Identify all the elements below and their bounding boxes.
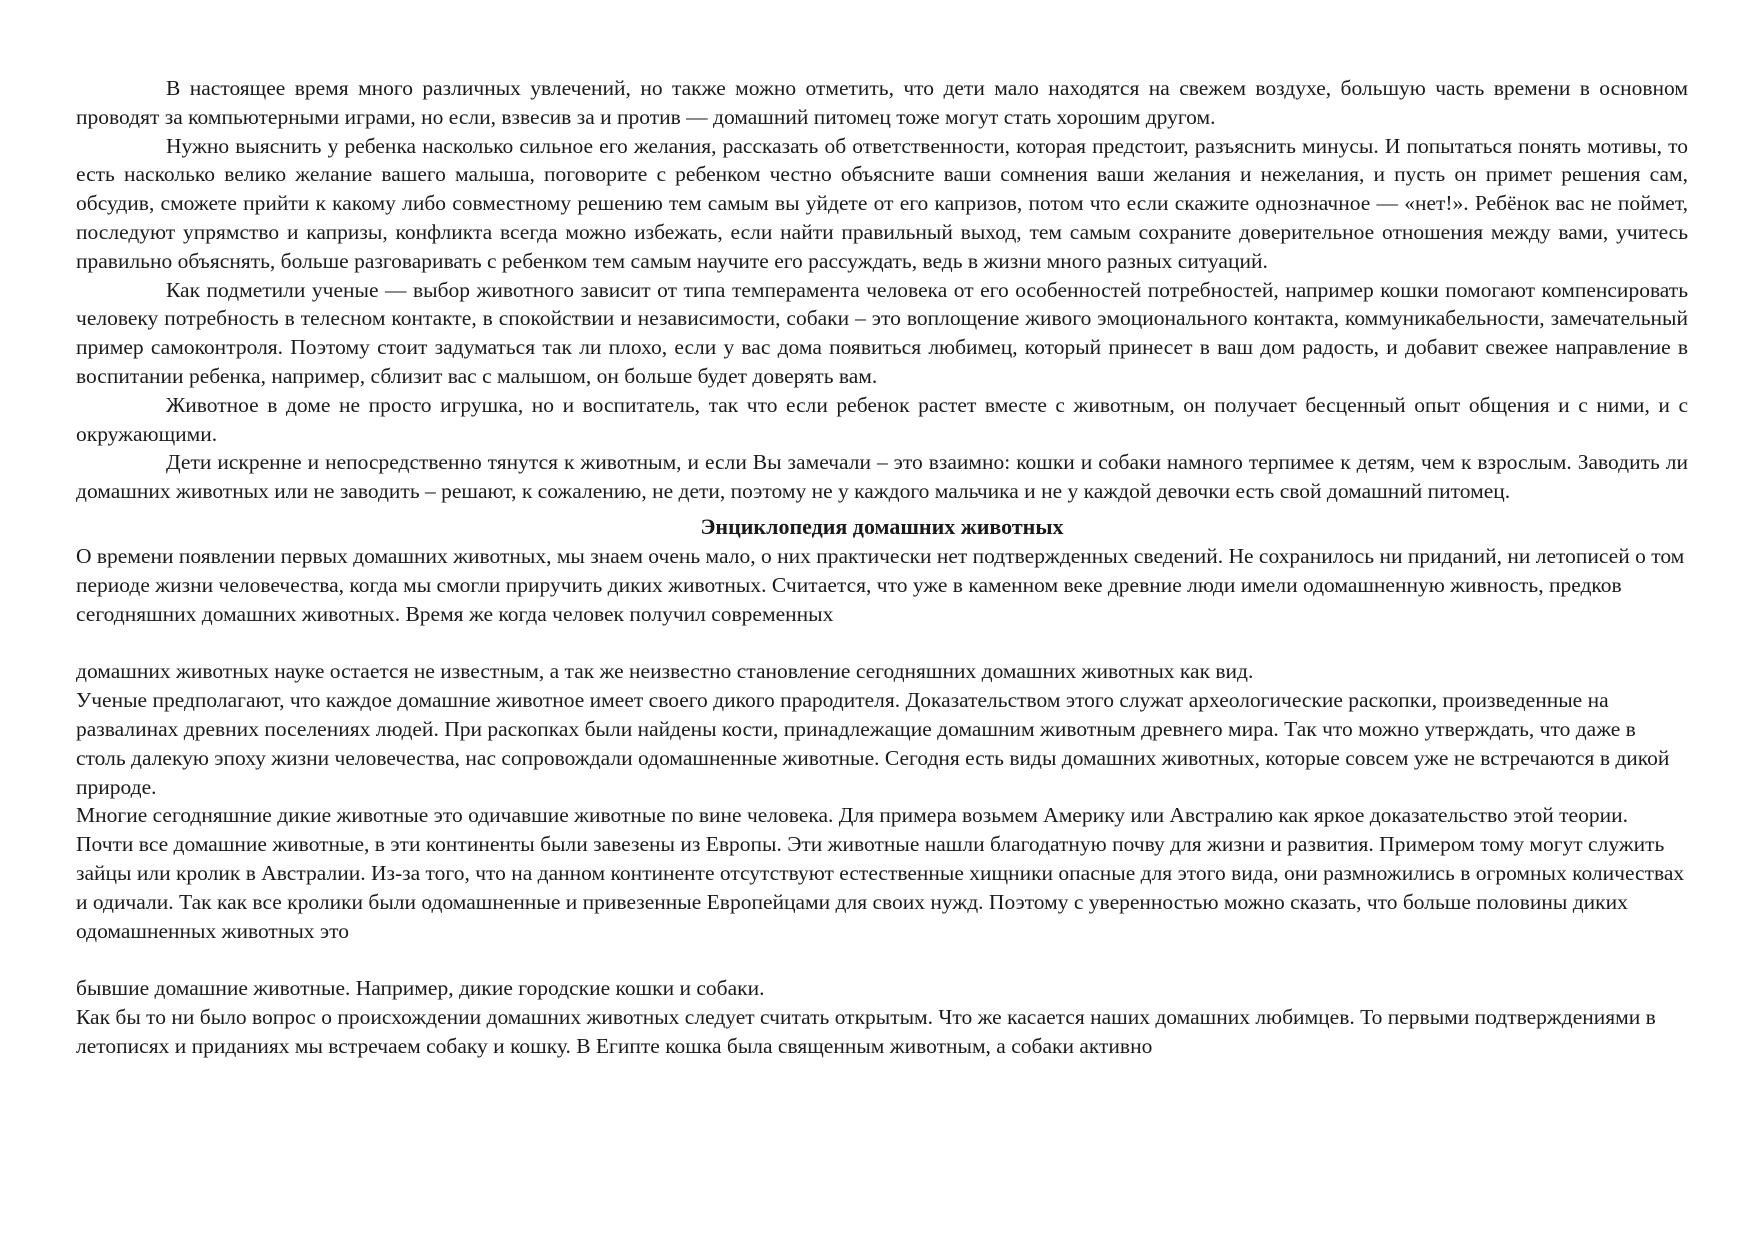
encyclopedia-paragraph-3: Ученые предполагают, что каждое домашние животное имеет своего дикого прародителя. Доказательством этого служат археологические раскопки, произведенные на развалинах древних поселениях людей. При раскопках были найдены кости, принадлежащие домашним животным древнего мира. Так что можно утверждать, что даже в столь далекую эпоху жизни человечества, нас сопровождали одомашненные животные. Сегодня есть виды домашних животных, которые совсем уже не встречаются в дикой природе. — [76, 688, 1670, 799]
intro-paragraph-1: В настоящее время много различных увлечений, но также можно отметить, что дети мало находятся на свежем воздухе, большую часть времени в основном проводят за компьютерными играми, но если, взвесив за и против — домашний питомец тоже могут стать хорошим другом. — [76, 76, 1688, 129]
encyclopedia-paragraph-6: Как бы то ни было вопрос о происхождении домашних животных следует считать открытым. Что же касается наших домашних любимцев. То первыми подтверждениями в летописях и приданиях мы встречаем собаку и кошку. В Египте кошка была священным животным, а собаки активно — [76, 1005, 1656, 1058]
paragraph-gap — [76, 945, 1688, 974]
intro-paragraph-4: Животное в доме не просто игрушка, но и воспитатель, так что если ребенок растет вместе с животным, он получает бесценный опыт общения и с ними, и с окружающими. — [76, 392, 1688, 446]
intro-paragraph-2: Нужно выяснить у ребенка насколько сильное его желания, рассказать об ответственности, которая предстоит, разъяснить минусы. И попытаться понять мотивы, то есть насколько велико желание вашего малыша, поговорите с ребенком честно объясните ваши сомнения ваши желания и нежелания, и пусть он примет решения сам, обсудив, сможете прийти к какому либо совместному решению тем самым вы уйдете от его капризов, потом что если скажите однозначное — «нет!». Ребёнок вас не поймет, последуют упрямство и капризы, конфликта всегда можно избежать, если найти правильный выход, тем самым сохраните доверительное отношения между вами, учитесь правильно объяснять, больше разговаривать с ребенком тем самым научите его рассуждать, ведь в жизни много разных ситуаций. — [76, 133, 1688, 273]
section-heading: Энциклопедия домашних животных — [700, 513, 1064, 539]
encyclopedia-paragraph-2: домашних животных науке остается не известным, а так же неизвестно становление сегодняшних домашних животных как вид. — [76, 659, 1254, 684]
paragraph-gap — [76, 628, 1688, 657]
encyclopedia-paragraph-4: Многие сегодняшние дикие животные это одичавшие животные по вине человека. Для примера возьмем Америку или Австралию как яркое доказательство этой теории. Почти все домашние животные, в эти континенты были завезены из Европы. Эти животные нашли благодатную почву для жизни и развития. Примером тому могут служить зайцы или кролик в Австралии. Из-за того, что на данном континенте отсутствуют естественные хищники опасные для этого вида, они размножились в огромных количествах и одичали. Так как все кролики были одомашненные и привезенные Европейцами для своих нужд. Поэтому с уверенностью можно сказать, что больше половины диких одомашненных животных это — [76, 803, 1685, 943]
encyclopedia-paragraph-5: бывшие домашние животные. Например, дикие городские кошки и собаки. — [76, 976, 765, 1001]
intro-paragraph-3: Как подметили ученые — выбор животного зависит от типа темперамента человека от его особенностей потребностей, например кошки помогают компенсировать человеку потребность в телесном контакте, в спокойствии и независимости, собаки – это воплощение живого эмоционального контакта, коммуникабельности, замечательный пример самоконтроля. Поэтому стоит задуматься так ли плохо, если у вас дома появиться любимец, который принесет в ваш дом радость, и добавит свежее направление в воспитании ребенка, например, сблизит вас с малышом, он больше будет доверять вам. — [76, 277, 1688, 388]
encyclopedia-paragraph-1: О времени появлении первых домашних животных, мы знаем очень мало, о них практически нет подтвержденных сведений. Не сохранилось ни приданий, ни летописей о том периоде жизни человечества, когда мы смогли приручить диких животных. Считается, что уже в каменном веке древние люди имели одомашненную живность, предков сегодняшних домашних животных. Время же когда человек получил современных — [76, 543, 1685, 626]
document-page — [76, 74, 1688, 1061]
intro-section — [76, 74, 1688, 506]
encyclopedia-section — [76, 542, 1688, 1061]
intro-paragraph-5: Дети искренне и непосредственно тянутся к животным, и если Вы замечали – это взаимно: кошки и собаки намного терпимее к детям, чем к взрослым. Заводить ли домашних животных или не заводить – решают, к сожалению, не дети, поэтому не у каждого мальчика и не у каждой девочки есть свой домашний питомец. — [76, 450, 1688, 504]
